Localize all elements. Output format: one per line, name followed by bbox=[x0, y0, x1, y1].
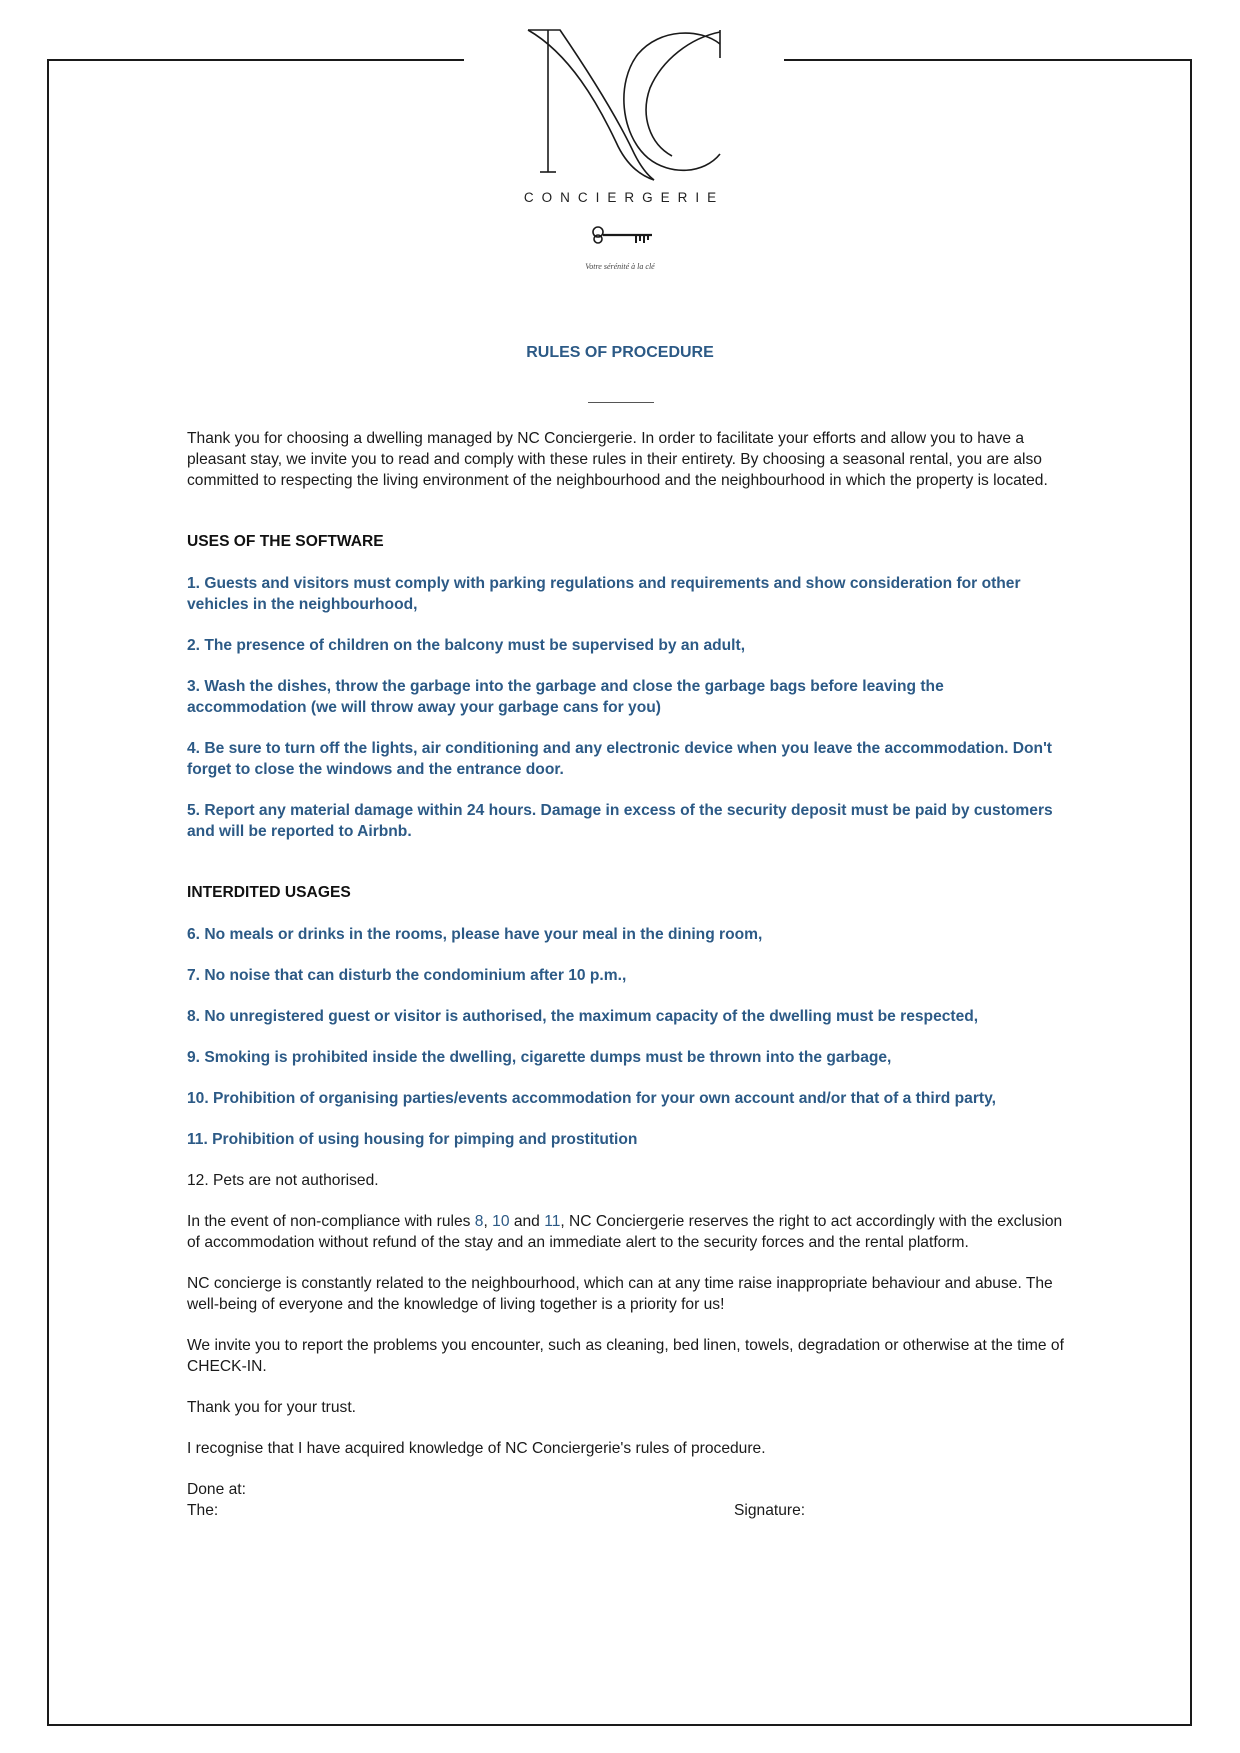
brand-name: CONCIERGERIE bbox=[523, 190, 725, 205]
section-heading-interdited: INTERDITED USAGES bbox=[187, 884, 351, 901]
rule-item: 5. Report any material damage within 24 hours. Damage in excess of the security deposit must be paid by customers and will be reported to Airbnb. bbox=[187, 802, 1053, 840]
nc-logo bbox=[520, 24, 730, 184]
rule-item: 2. The presence of children on the balcony must be supervised by an adult, bbox=[187, 637, 746, 654]
logo-c-inner bbox=[646, 32, 720, 156]
rule-item: 6. No meals or drinks in the rooms, please have your meal in the dining room, bbox=[187, 926, 763, 943]
rule-item: 11. Prohibition of using housing for pimping and prostitution bbox=[187, 1131, 638, 1148]
rule-item-plain: 12. Pets are not authorised. bbox=[187, 1172, 379, 1189]
rule-ref: 10 bbox=[492, 1213, 510, 1230]
key-icon bbox=[590, 222, 656, 248]
rule-item: 1. Guests and visitors must comply with parking regulations and requirements and show consideration for other vehicles in the neighbourhood, bbox=[187, 575, 1021, 613]
logo-c-outer bbox=[624, 33, 720, 170]
neighbourhood-paragraph: NC concierge is constantly related to the neighbourhood, which can at any time raise inappropriate behaviour and abuse. The well-being of everyone and the knowledge of living together is a priority for us! bbox=[187, 1275, 1053, 1313]
separator: and bbox=[509, 1213, 545, 1230]
signature-row bbox=[187, 1500, 1067, 1521]
rule-item: 10. Prohibition of organising parties/events accommodation for your own account and/or that of a third party, bbox=[187, 1090, 996, 1107]
section-heading-uses: USES OF THE SOFTWARE bbox=[187, 533, 384, 550]
separator: , bbox=[483, 1213, 493, 1230]
logo-n-diagonal-outer bbox=[528, 30, 654, 180]
date-label: The: bbox=[187, 1502, 219, 1519]
signature-label: Signature: bbox=[734, 1502, 806, 1519]
intro-paragraph: Thank you for choosing a dwelling managed by NC Conciergerie. In order to facilitate your efforts and allow you to have a pleasant stay, we invite you to read and comply with these rules in their entirety. By choosing a seasonal rental, you are also committed to respecting the living environment of the neighbourhood and the neighbourhood in which the property is located. bbox=[187, 430, 1048, 489]
tagline: Votre sérénité à la clé bbox=[585, 262, 655, 271]
rule-item: 3. Wash the dishes, throw the garbage into the garbage and close the garbage bags before leaving the accommodation (we will throw away your garbage cans for you) bbox=[187, 678, 944, 716]
document-title: RULES OF PROCEDURE bbox=[526, 344, 714, 361]
title-underline bbox=[588, 402, 654, 403]
logo-n-diagonal-inner bbox=[528, 30, 654, 180]
noncompliance-paragraph bbox=[187, 1211, 1067, 1253]
noncompliance-prefix: In the event of non-compliance with rules bbox=[187, 1213, 475, 1230]
thanks-paragraph: Thank you for your trust. bbox=[187, 1399, 357, 1416]
acknowledge-paragraph: I recognise that I have acquired knowledge of NC Conciergerie's rules of procedure. bbox=[187, 1440, 766, 1457]
rule-item: 4. Be sure to turn off the lights, air conditioning and any electronic device when you leave the accommodation. Don't forget to close the windows and the entrance door. bbox=[187, 740, 1052, 778]
rule-item: 7. No noise that can disturb the condominium after 10 p.m., bbox=[187, 967, 627, 984]
rule-ref: 8 bbox=[474, 1213, 484, 1230]
rule-item: 8. No unregistered guest or visitor is authorised, the maximum capacity of the dwelling must be respected, bbox=[187, 1008, 979, 1025]
rule-ref: 11 bbox=[544, 1213, 561, 1230]
done-at-label: Done at: bbox=[187, 1481, 246, 1498]
noncompliance-suffix: , NC Conciergerie reserves the right to act accordingly with the exclusion of accommodation without refund of the stay and an immediate alert to the security forces and the rental platform. bbox=[187, 1213, 1063, 1251]
report-paragraph: We invite you to report the problems you encounter, such as cleaning, bed linen, towels, degradation or otherwise at the time of CHECK-IN. bbox=[187, 1337, 1064, 1375]
rule-item: 9. Smoking is prohibited inside the dwelling, cigarette dumps must be thrown into the garbage, bbox=[187, 1049, 892, 1066]
document-body bbox=[187, 428, 1067, 1521]
